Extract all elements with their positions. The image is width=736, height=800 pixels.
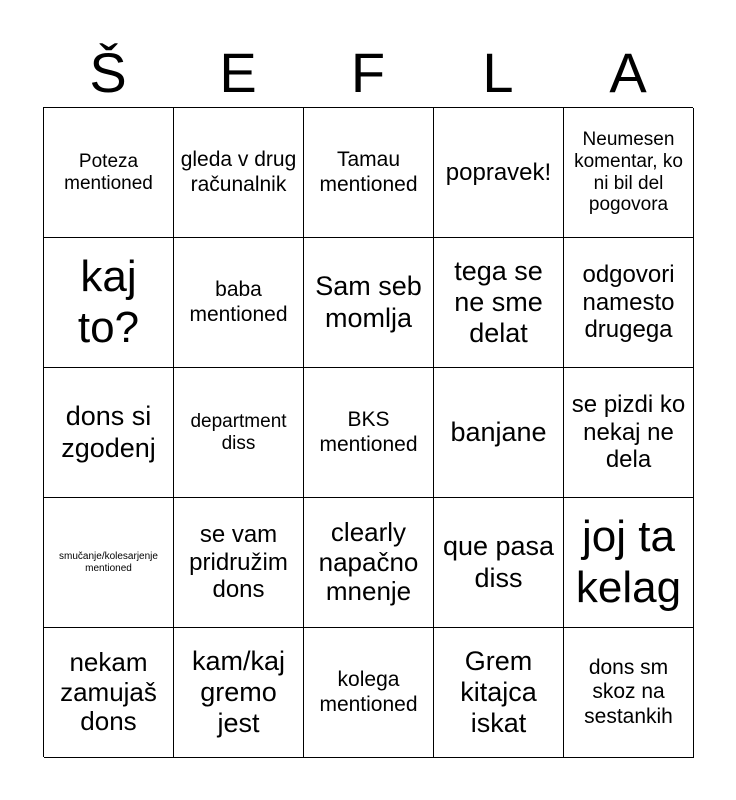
- header-letter-a: A: [609, 41, 647, 104]
- bingo-cell-r2-c4[interactable]: se pizdi ko nekaj ne dela: [564, 368, 694, 498]
- header-letter-l: L: [482, 41, 514, 104]
- header-letter-s: Š: [89, 41, 127, 104]
- header-letter-e: E: [219, 41, 257, 104]
- bingo-cell-r2-c2[interactable]: BKS mentioned: [304, 368, 434, 498]
- bingo-cell-r3-c4[interactable]: joj ta kelag: [564, 498, 694, 628]
- bingo-cell-r4-c1[interactable]: kam/kaj gremo jest: [174, 628, 304, 758]
- bingo-cell-r1-c3[interactable]: tega se ne sme delat: [434, 238, 564, 368]
- bingo-cell-r4-c2[interactable]: kolega mentioned: [304, 628, 434, 758]
- bingo-cell-r1-c1[interactable]: baba mentioned: [174, 238, 304, 368]
- header-letter-f: F: [350, 41, 386, 104]
- bingo-cell-r3-c3[interactable]: que pasa diss: [434, 498, 564, 628]
- bingo-cell-r0-c4[interactable]: Neumesen komentar, ko ni bil del pogovora: [564, 108, 694, 238]
- bingo-header: [43, 38, 693, 108]
- bingo-cell-r3-c1[interactable]: se vam pridružim dons: [174, 498, 304, 628]
- bingo-cell-r4-c0[interactable]: nekam zamujaš dons: [44, 628, 174, 758]
- bingo-cell-r3-c0[interactable]: smučanje/kolesarjenje mentioned: [44, 498, 174, 628]
- bingo-cell-r1-c4[interactable]: odgovori namesto drugega: [564, 238, 694, 368]
- bingo-cell-r1-c2[interactable]: Sam seb momlja: [304, 238, 434, 368]
- bingo-cell-r3-c2[interactable]: clearly napačno mnenje: [304, 498, 434, 628]
- bingo-cell-r0-c2[interactable]: Tamau mentioned: [304, 108, 434, 238]
- bingo-board: [43, 107, 693, 757]
- bingo-cell-r4-c4[interactable]: dons sm skoz na sestankih: [564, 628, 694, 758]
- bingo-cell-r0-c0[interactable]: Poteza mentioned: [44, 108, 174, 238]
- bingo-cell-r4-c3[interactable]: Grem kitajca iskat: [434, 628, 564, 758]
- bingo-cell-r2-c3[interactable]: banjane: [434, 368, 564, 498]
- bingo-cell-r1-c0[interactable]: kaj to?: [44, 238, 174, 368]
- bingo-cell-r0-c3[interactable]: popravek!: [434, 108, 564, 238]
- bingo-cell-r0-c1[interactable]: gleda v drug računalnik: [174, 108, 304, 238]
- bingo-cell-r2-c1[interactable]: department diss: [174, 368, 304, 498]
- bingo-cell-r2-c0[interactable]: dons si zgodenj: [44, 368, 174, 498]
